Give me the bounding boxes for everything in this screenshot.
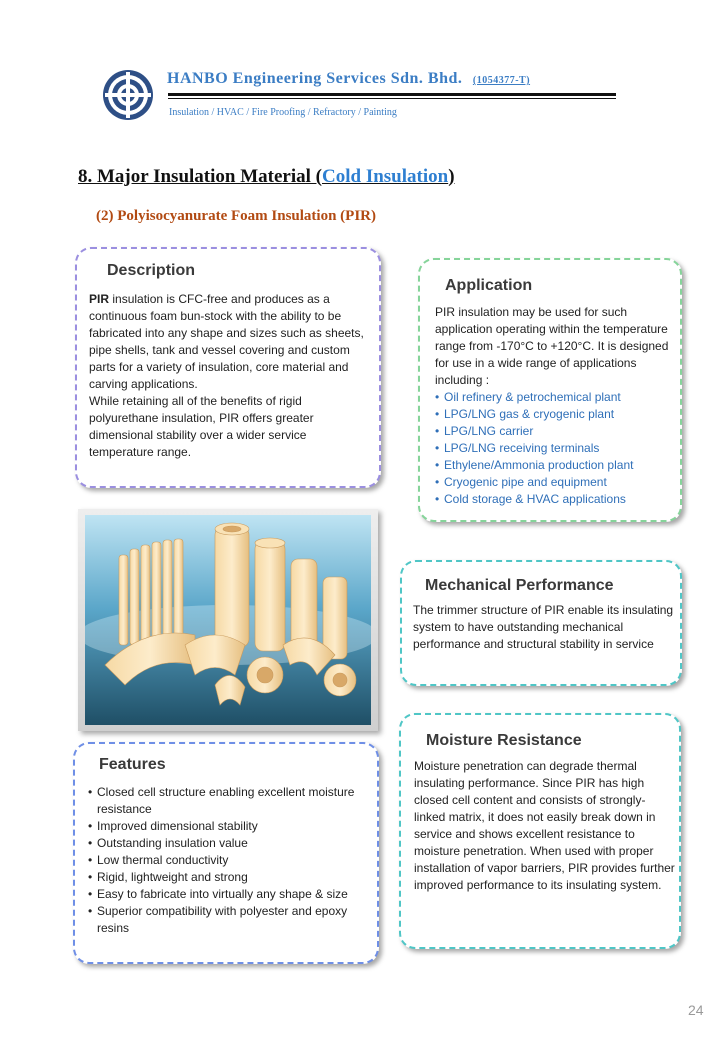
subtitle: (2) Polyisocyanurate Foam Insulation (PIR) [96,208,376,224]
description-paragraph-2: While retaining all of the benefits of rigid polyurethane insulation, PIR offers greater dimensional stability over a wider service temperature range. [89,394,314,459]
page-number: 24 [688,1002,704,1018]
description-bold-lead: PIR [89,292,110,306]
application-item: • LPG/LNG receiving terminals [435,440,675,457]
feature-item: • Closed cell structure enabling excellent moisture resistance [88,784,368,818]
application-item: • Oil refinery & petrochemical plant [435,389,675,406]
description-paragraph-1-text: insulation is CFC-free and produces as a continuous foam bun-stock with the ability to be fabricated into any shape and sizes such as sheets, pipe shells, tank and vessel covering and custom parts for a variety of insulation, core material and carving applications. [89,292,364,391]
feature-item: • Low thermal conductivity [88,852,368,869]
description-heading: Description [107,262,196,279]
mechanical-performance-panel [400,560,682,686]
feature-item: • Rigid, lightweight and strong [88,869,368,886]
pir-foam-products-photo [85,515,371,725]
services-line: Insulation / HVAC / Fire Proofing / Refractory / Painting [169,107,397,118]
header-rule [168,93,616,96]
company-name [167,70,530,88]
header-rule-thin [168,98,616,99]
application-heading: Application [445,277,533,294]
company-registration: (1054377-T) [472,75,531,86]
description-panel [75,247,381,488]
mechanical-heading: Mechanical Performance [425,577,614,594]
features-panel [73,742,379,964]
description-body [89,291,369,461]
application-body [435,304,675,508]
application-panel [418,258,682,522]
description-paragraph-1 [89,291,369,393]
company-logo [102,69,154,121]
application-item: • LPG/LNG carrier [435,423,675,440]
features-heading: Features [99,756,166,773]
application-item: • LPG/LNG gas & cryogenic plant [435,406,675,423]
feature-item: • Outstanding insulation value [88,835,368,852]
moisture-text: Moisture penetration can degrade thermal insulating performance. Since PIR has high closed cell content and consists of strongly-linked matrix, it does not easily break down in service and shows excellent resistance to moisture penetration. When used with proper installation of vapor barriers, PIR provides further improved performance to its insulating system. [414,759,675,892]
section-title [78,166,455,188]
features-body [88,784,368,937]
features-list [88,784,368,937]
section-title-suffix: ) [448,166,455,187]
company-name-text: HANBO Engineering Services Sdn. Bhd. [167,70,463,87]
application-item: • Cold storage & HVAC applications [435,491,675,508]
application-item: • Cryogenic pipe and equipment [435,474,675,491]
application-list [435,389,675,508]
cold-insulation-link[interactable]: Cold Insulation [322,166,449,187]
section-title-prefix: 8. Major Insulation Material ( [78,166,322,187]
moisture-resistance-panel [399,713,681,949]
feature-item: • Improved dimensional stability [88,818,368,835]
application-item: • Ethylene/Ammonia production plant [435,457,675,474]
moisture-heading: Moisture Resistance [426,732,582,749]
application-intro: PIR insulation may be used for such application operating within the temperature range from -170°C to +120°C. It is designed for use in a wide range of applications including : [435,305,669,387]
feature-item: • Easy to fabricate into virtually any shape & size [88,886,368,903]
product-photo-frame [78,509,378,731]
feature-item: • Superior compatibility with polyester and epoxy resins [88,903,368,937]
mechanical-text: The trimmer structure of PIR enable its insulating system to have outstanding mechanical performance and structural stability in service [413,603,674,651]
